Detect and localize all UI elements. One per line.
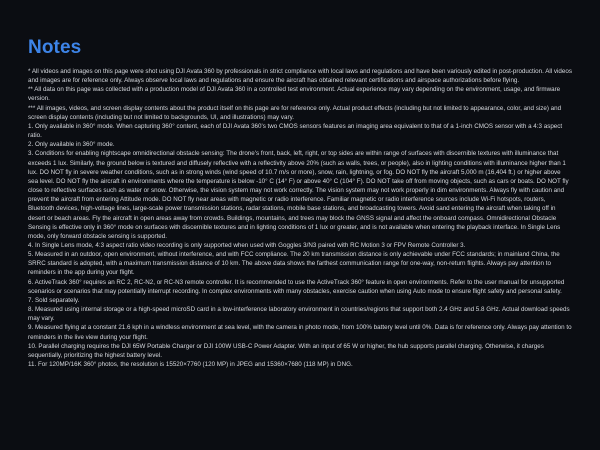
note-paragraph: 2. Only available in 360° mode. — [28, 141, 115, 149]
note-paragraph: 9. Measured flying at a constant 21.6 kph in a windless environment at sea level, with the camera in photo mode, from 100% battery level until 0%. Data is for reference only. Always pay attention to reminders in the live view during your flight. — [28, 324, 572, 341]
note-paragraph: 3. Conditions for enabling nightscape omnidirectional obstacle sensing: The drone's front, back, left, right, or top sides are within range of surfaces with discernible textures with illuminance that exceeds 1 lux. Similarly, the ground below is textured and diffusely reflective with a reflectivity above 20% (such as walls, trees, or people), also in lighting conditions with illuminance higher than 1 lux. DO NOT fly in severe weather conditions, such as in strong winds (wind speed of 10.7 m/s or more), snow, rain, lightning, or fog. DO NOT fly the aircraft 5,000 m (16,404 ft.) or higher above sea level. DO NOT fly the aircraft in environments where the temperature is below -10° C (14° F) or above 40° C (104° F). DO NOT take off from moving objects, such as cars or boats. DO NOT fly close to reflective surfaces such as water or snow. Otherwise, the vision system may not work correctly. The vision system may not work properly in dim environments. Always fly with caution and prevent the aircraft from entering Attitude mode. DO NOT fly near areas with magnetic or radio interference. Familiar magnetic or radio interference sources include Wi-Fi hotspots, routers, Bluetooth devices, high-voltage lines, large-scale power transmission stations, radar stations, mobile base stations, and broadcasting towers. Avoid sand entering the aircraft when taking off in desert or beach areas. Fly the aircraft in open areas away from crowds. Buildings, mountains, and trees may block the GNSS signal and affect the onboard compass. Omnidirectional Obstacle Sensing is effective only in 360° mode on surfaces with discernible textures and in lighting conditions of 1 lux or greater, and is not available when entering the playback interface. In Single Lens mode, only forward obstacle sensing is supported. — [28, 150, 569, 240]
note-paragraph: 6. ActiveTrack 360° requires an RC 2, RC-N2, or RC-N3 remote controller. It is recommended to use the ActiveTrack 360° feature in open environments. Refer to the user manual for unsupported scenarios or scenarios that may potentially interrupt recording. In complex environments with many obstacles, exercise caution when using Auto mode to ensure flight safety and personal safety. — [28, 278, 565, 295]
note-paragraph: 11. For 120MP/16K 360° photos, the resolution is 15520×7760 (120 MP) in JPEG and 15360×7680 (118 MP) in DNG. — [28, 361, 353, 368]
note-paragraph: * All videos and images on this page were shot using DJI Avata 360 by professionals in strict compliance with local laws and regulations and have been variously edited in post-production. All videos and images are for reference only. Always observe local laws and regulations and ensure the aircraft has obtained relevant certifications and airspace authorizations before flying. — [28, 68, 572, 85]
note-paragraph: 10. Parallel charging requires the DJI 65W Portable Charger or DJI 100W USB-C Power Adapter. With an input of 65 W or higher, the hub supports parallel charging. Otherwise, it charges sequentially, prioritizing the highest battery level. — [28, 342, 544, 359]
notes-body — [28, 67, 572, 369]
note-paragraph: ** All data on this page was collected with a production model of DJI Avata 360 in a controlled test environment. Actual experience may vary depending on the environment, usage, and firmware version. — [28, 86, 561, 103]
note-paragraph: *** All images, videos, and screen display contents about the product itself on this page are for reference only. Actual product effects (including but not limited to appearance, color, and size) and screen display contents (including but not limited to backgrounds, UI, and illustrations) may vary. — [28, 104, 562, 121]
note-paragraph: 8. Measured using internal storage or a high-speed microSD card in a low-interference laboratory environment in countries/regions that support both 2.4 GHz and 5.8 GHz. Actual download speeds may vary. — [28, 306, 570, 323]
note-paragraph: 7. Sold separately. — [28, 296, 80, 304]
note-paragraph: 4. In Single Lens mode, 4:3 aspect ratio video recording is only supported when used with Goggles 3/N3 paired with RC Motion 3 or FPV Remote Controller 3. — [28, 241, 466, 249]
note-paragraph: 1. Only available in 360° mode. When capturing 360° content, each of DJI Avata 360's two CMOS sensors features an imaging area equivalent to that of a 1-inch CMOS sensor with a 4:3 aspect ratio. — [28, 122, 563, 140]
note-paragraph: 5. Measured in an outdoor, open environment, without interference, and with FCC compliance. The 20 km transmission distance is only achievable under FCC standards; in mainland China, the SRRC standard is adopted, with a maximum transmission distance of 10 km. The above data shows the farthest communication range for one-way, non-return flights. Always pay attention to reminders in the app during your flight. — [28, 251, 560, 277]
page-title: Notes — [28, 37, 82, 58]
